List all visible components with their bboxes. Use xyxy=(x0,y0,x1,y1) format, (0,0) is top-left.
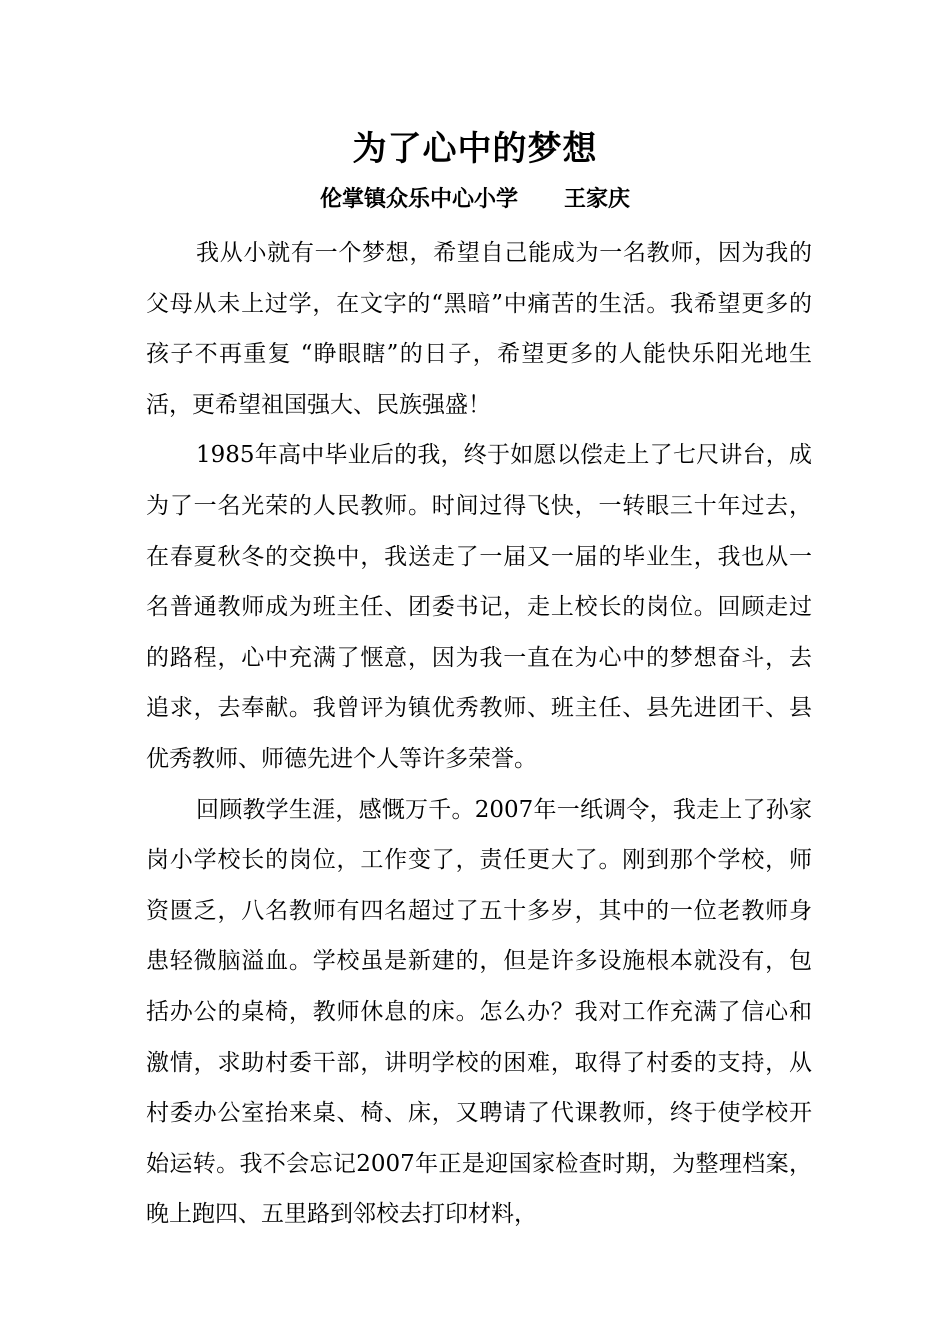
document-title: 为了心中的梦想 xyxy=(352,129,598,169)
paragraph: 回顾教学生涯，感慨万千。2007年一纸调令，我走上了孙家岗小学校长的岗位，工作变了，责任更大了。刚到那个学校，师资匮乏，八名教师有四名超过了五十多岁，其中的一位老教师身患轻微脑溢血。学校虽是新建的，但是许多设施根本就没有，包括办公的桌椅，教师休息的床。怎么办？我对工作充满了信心和激情，求助村委干部，讲明学校的困难，取得了村委的支持，从村委办公室抬来桌、椅、床，又聘请了代课教师，终于使学校开始运转。我不会忘记2007年正是迎国家检查时期，为整理档案，晚上跑四、五里路到邻校去打印材料， xyxy=(146,796,812,1228)
paragraph: 我从小就有一个梦想，希望自己能成为一名教师，因为我的父母从未上过学，在文字的“黑暗”中痛苦的生活。我希望更多的孩子不再重复 “睁眼瞎”的日子，希望更多的人能快乐阳光地生活，更希望祖国强大、民族强盛！ xyxy=(146,240,812,418)
document-body xyxy=(146,228,812,1240)
author-byline: 伦掌镇众乐中心小学 王家庆 xyxy=(320,186,630,212)
paragraph: 1985年高中毕业后的我，终于如愿以偿走上了七尺讲台，成为了一名光荣的人民教师。时间过得飞快，一转眼三十年过去，在春夏秋冬的交换中，我送走了一届又一届的毕业生，我也从一名普通教师成为班主任、团委书记，走上校长的岗位。回顾走过的路程，心中充满了惬意，因为我一直在为心中的梦想奋斗，去追求，去奉献。我曾评为镇优秀教师、班主任、县先进团干、县优秀教师、师德先进个人等许多荣誉。 xyxy=(146,442,812,772)
